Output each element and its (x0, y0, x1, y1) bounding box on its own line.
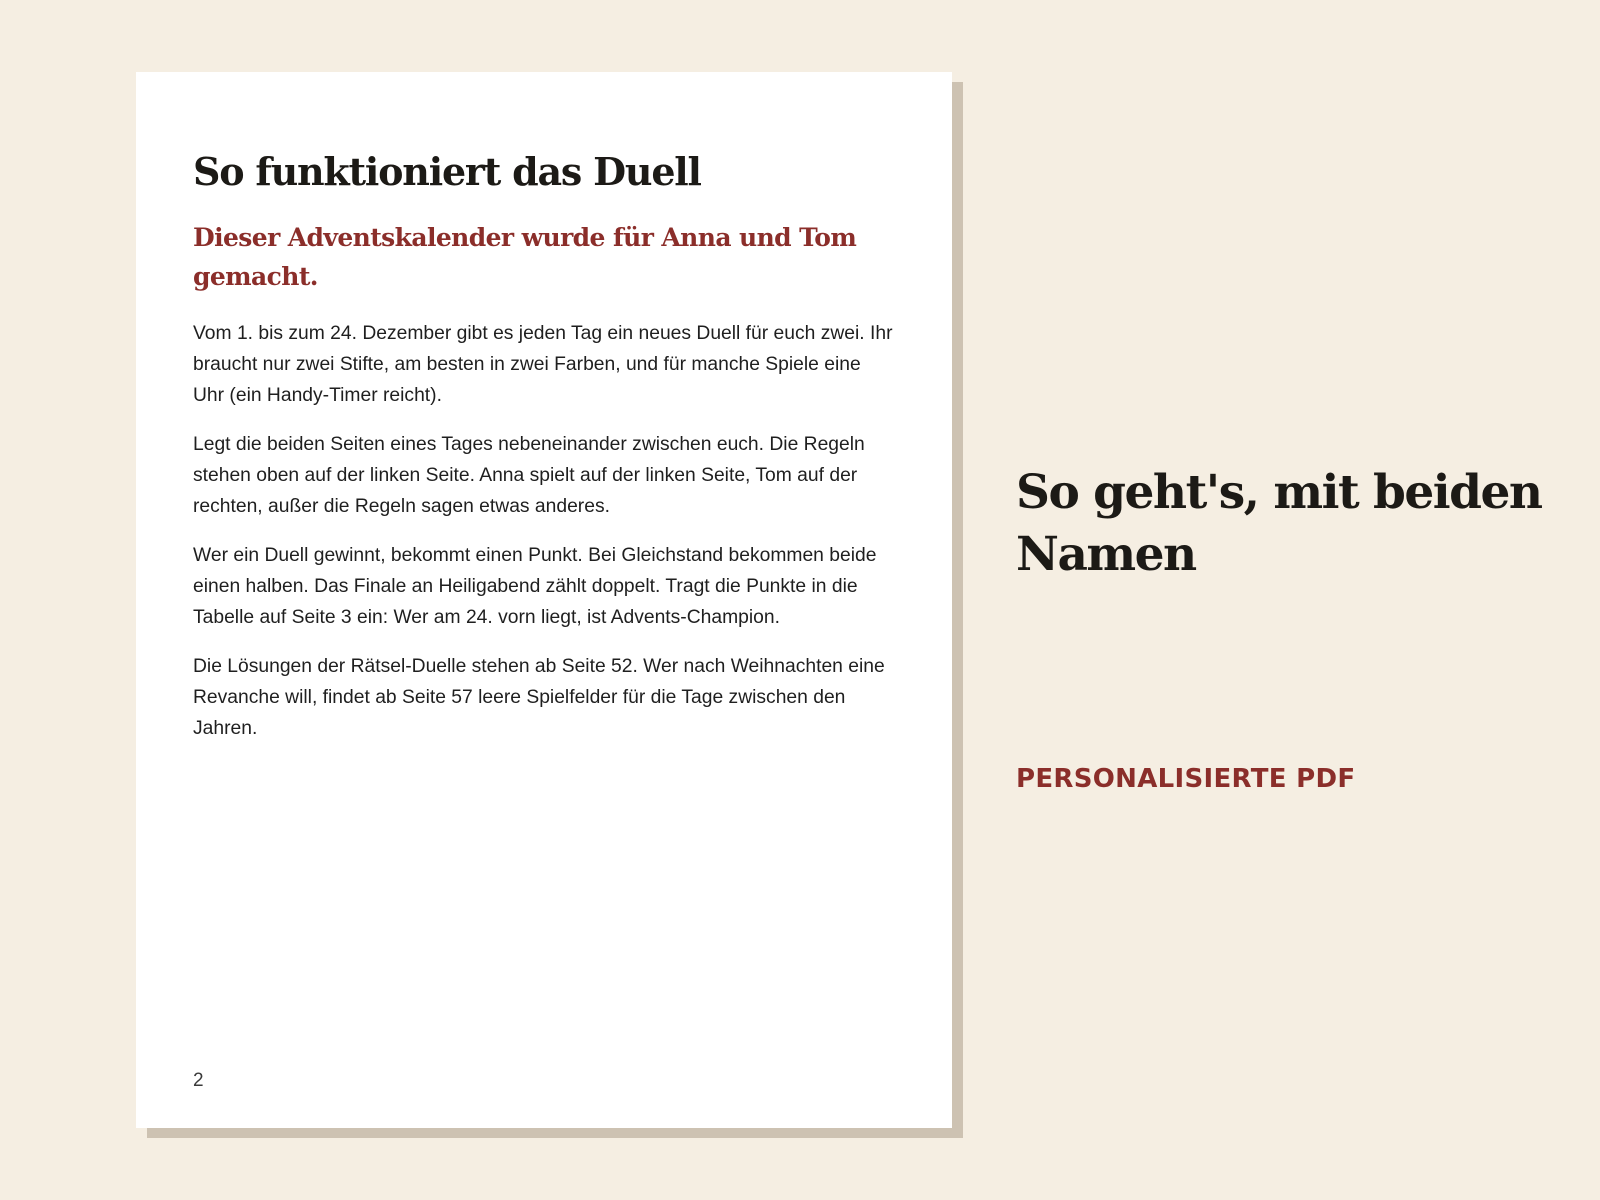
paragraph: Legt die beiden Seiten eines Tages nebeneinander zwischen euch. Die Regeln stehen oben auf der linken Seite. Anna spielt auf der linken Seite, Tom auf der rechten, außer die Regeln sagen etwas anderes. (193, 434, 865, 517)
paragraph: Die Lösungen der Rätsel-Duelle stehen ab Seite 52. Wer nach Weihnachten eine Revanche will, findet ab Seite 57 leere Spielfelder für die Tage zwischen den Jahren. (193, 656, 885, 739)
page-title: So funktioniert das Duell (193, 149, 701, 194)
side-heading: So geht's, mit beiden Namen (1016, 465, 1542, 582)
document-page (136, 72, 952, 1128)
page-number: 2 (193, 1070, 204, 1091)
paragraph: Wer ein Duell gewinnt, bekommt einen Punkt. Bei Gleichstand bekommen beide einen halben. Das Finale an Heiligabend zählt doppelt. Tragt die Punkte in die Tabelle auf Seite 3 ein: Wer am 24. vorn liegt, ist Advents-Champion. (193, 545, 877, 628)
side-label: PERSONALISIERTE PDF (1016, 764, 1356, 794)
page-subtitle: Dieser Adventskalender wurde für Anna und Tom gemacht. (193, 223, 857, 291)
body-text (193, 318, 893, 762)
paragraph: Vom 1. bis zum 24. Dezember gibt es jeden Tag ein neues Duell für euch zwei. Ihr braucht nur zwei Stifte, am besten in zwei Farben, und für manche Spiele eine Uhr (ein Handy-Timer reicht). (193, 323, 893, 406)
